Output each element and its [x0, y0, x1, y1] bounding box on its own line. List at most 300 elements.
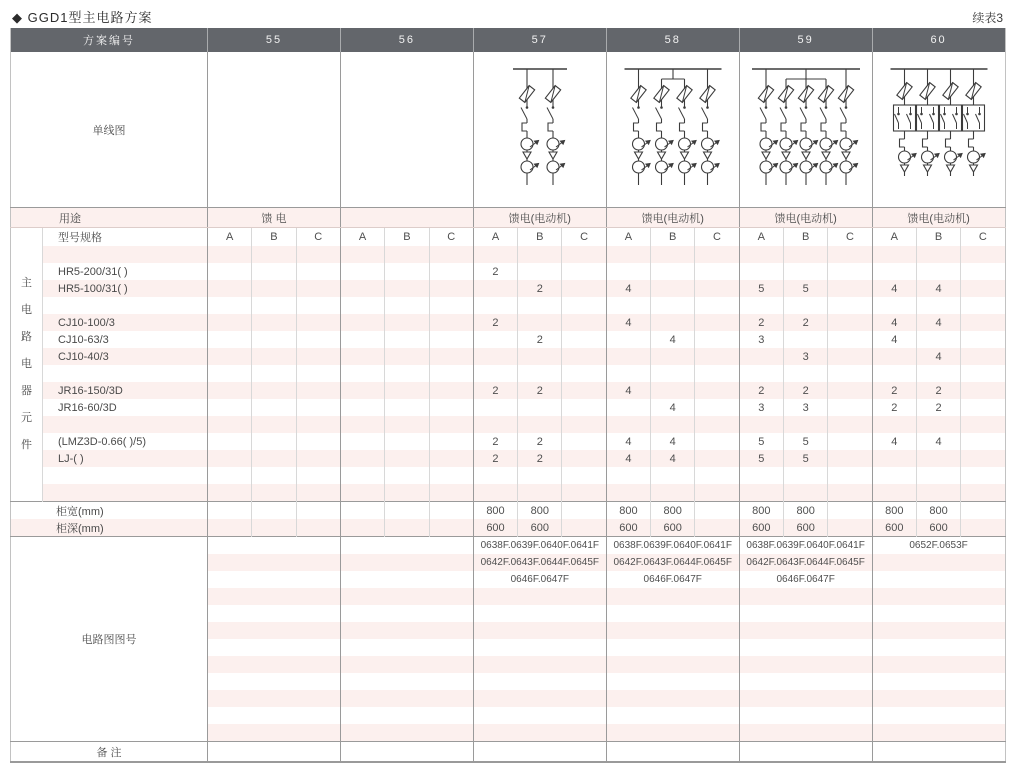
circuit-number-cell	[739, 605, 872, 622]
value-cell: 2	[518, 450, 562, 467]
value-cell	[385, 502, 429, 520]
single-line-diagram-58	[608, 55, 738, 205]
value-cell	[562, 416, 606, 433]
scheme-number-58: 58	[606, 28, 739, 52]
circuit-number-cell	[739, 724, 872, 742]
value-cell	[429, 399, 473, 416]
subcol-header-58C: C	[695, 228, 739, 247]
circuit-number-cell	[872, 554, 1005, 571]
value-cell	[562, 297, 606, 314]
value-cell	[695, 331, 739, 348]
value-cell	[606, 246, 650, 263]
value-cell	[872, 416, 916, 433]
value-cell	[429, 314, 473, 331]
value-cell: 4	[916, 314, 960, 331]
value-cell	[651, 382, 695, 399]
circuit-number-cell: 0652F.0653F	[872, 537, 1005, 555]
remarks-cell	[208, 742, 341, 763]
value-cell	[429, 365, 473, 382]
value-cell	[828, 433, 872, 450]
cabinet-depth-row	[11, 519, 1006, 537]
subcol-header-59A: A	[739, 228, 783, 247]
value-cell	[695, 416, 739, 433]
subcol-header-55C: C	[296, 228, 340, 247]
row-label: CJ10-40/3	[43, 348, 208, 365]
value-cell	[695, 433, 739, 450]
circuit-number-cell	[606, 673, 739, 690]
value-cell	[562, 331, 606, 348]
value-cell	[872, 484, 916, 502]
row-label: (LMZ3D-0.66( )/5)	[43, 433, 208, 450]
value-cell	[872, 467, 916, 484]
value-cell: 2	[783, 314, 827, 331]
circuit-number-cell	[872, 707, 1005, 724]
value-cell	[340, 450, 384, 467]
value-cell	[518, 297, 562, 314]
remarks-cell	[473, 742, 606, 763]
circuit-number-cell	[208, 622, 341, 639]
value-cell: 2	[872, 399, 916, 416]
value-cell	[208, 399, 252, 416]
circuit-number-cell	[340, 639, 473, 656]
value-cell	[296, 433, 340, 450]
value-cell	[961, 502, 1005, 520]
value-cell	[606, 263, 650, 280]
value-cell	[208, 246, 252, 263]
subcol-header-60A: A	[872, 228, 916, 247]
value-cell	[340, 399, 384, 416]
value-cell: 600	[473, 519, 517, 537]
value-cell	[340, 467, 384, 484]
value-cell	[208, 263, 252, 280]
value-cell	[208, 348, 252, 365]
value-cell: 600	[518, 519, 562, 537]
subcol-header-58B: B	[651, 228, 695, 247]
value-cell: 4	[606, 433, 650, 450]
value-cell	[828, 314, 872, 331]
circuit-number-cell: 0642F.0643F.0644F.0645F	[606, 554, 739, 571]
value-cell	[828, 246, 872, 263]
value-cell: 600	[606, 519, 650, 537]
page-title: ◆ GGD1型主电路方案	[12, 10, 153, 25]
value-cell	[872, 348, 916, 365]
value-cell	[296, 280, 340, 297]
scheme-header-row	[11, 28, 1006, 52]
value-cell: 4	[606, 314, 650, 331]
value-cell	[739, 365, 783, 382]
value-cell	[961, 280, 1005, 297]
value-cell	[296, 382, 340, 399]
value-cell	[961, 382, 1005, 399]
circuit-number-cell	[872, 571, 1005, 588]
subcol-header-55A: A	[208, 228, 252, 247]
remarks-row-label: 备 注	[11, 742, 208, 763]
subcol-header-57B: B	[518, 228, 562, 247]
value-cell: 5	[783, 280, 827, 297]
circuit-number-cell	[473, 673, 606, 690]
value-cell: 5	[783, 433, 827, 450]
subcol-header-60B: B	[916, 228, 960, 247]
value-cell	[208, 450, 252, 467]
value-cell	[828, 467, 872, 484]
value-cell	[695, 519, 739, 537]
value-cell	[385, 450, 429, 467]
cabinet-width-row-label: 柜宽(mm)	[11, 502, 208, 520]
value-cell	[208, 433, 252, 450]
value-cell	[340, 348, 384, 365]
circuit-number-cell	[208, 707, 341, 724]
scheme-number-56: 56	[340, 28, 473, 52]
component-row	[11, 450, 1006, 467]
value-cell: 5	[739, 450, 783, 467]
circuit-number-cell	[872, 690, 1005, 707]
value-cell: 3	[783, 399, 827, 416]
circuit-number-cell	[606, 622, 739, 639]
circuit-number-cell	[872, 673, 1005, 690]
value-cell	[385, 348, 429, 365]
value-cell	[872, 246, 916, 263]
circuit-number-cell	[872, 639, 1005, 656]
value-cell	[518, 263, 562, 280]
value-cell	[385, 263, 429, 280]
value-cell	[651, 263, 695, 280]
value-cell	[562, 399, 606, 416]
value-cell	[518, 246, 562, 263]
diagram-row-label: 单线图	[11, 52, 208, 208]
value-cell	[296, 263, 340, 280]
value-cell	[828, 382, 872, 399]
value-cell	[606, 365, 650, 382]
circuit-number-cell	[208, 537, 341, 555]
value-cell	[473, 399, 517, 416]
value-cell	[296, 348, 340, 365]
value-cell	[961, 246, 1005, 263]
value-cell: 600	[872, 519, 916, 537]
value-cell	[385, 519, 429, 537]
value-cell	[828, 365, 872, 382]
circuit-number-cell	[473, 707, 606, 724]
value-cell	[651, 348, 695, 365]
circuit-number-cell	[739, 588, 872, 605]
value-cell	[252, 348, 296, 365]
value-cell	[385, 280, 429, 297]
value-cell	[739, 246, 783, 263]
value-cell	[961, 519, 1005, 537]
value-cell	[296, 416, 340, 433]
circuit-number-cell	[340, 690, 473, 707]
circuit-number-cell	[606, 707, 739, 724]
value-cell	[429, 280, 473, 297]
value-cell	[340, 297, 384, 314]
value-cell	[695, 484, 739, 502]
circuit-number-cell	[208, 571, 341, 588]
value-cell	[473, 467, 517, 484]
value-cell: 800	[651, 502, 695, 520]
subcol-header-56A: A	[340, 228, 384, 247]
value-cell	[429, 484, 473, 502]
scheme-number-60: 60	[872, 28, 1005, 52]
value-cell	[340, 382, 384, 399]
value-cell	[252, 314, 296, 331]
circuit-number-cell	[606, 639, 739, 656]
value-cell	[252, 502, 296, 520]
value-cell	[340, 433, 384, 450]
circuit-number-cell	[606, 588, 739, 605]
value-cell	[695, 246, 739, 263]
value-cell	[252, 416, 296, 433]
value-cell	[385, 433, 429, 450]
value-cell	[473, 280, 517, 297]
value-cell	[340, 280, 384, 297]
value-cell	[208, 382, 252, 399]
remarks-cell	[606, 742, 739, 763]
circuit-number-cell: 0646F.0647F	[739, 571, 872, 588]
value-cell	[429, 297, 473, 314]
value-cell	[695, 502, 739, 520]
value-cell	[296, 331, 340, 348]
value-cell	[252, 382, 296, 399]
subcol-header-58A: A	[606, 228, 650, 247]
row-label	[43, 467, 208, 484]
value-cell: 800	[783, 502, 827, 520]
subcol-header-56C: C	[429, 228, 473, 247]
value-cell	[828, 280, 872, 297]
value-cell	[961, 467, 1005, 484]
component-row	[11, 314, 1006, 331]
value-cell	[473, 246, 517, 263]
value-cell	[518, 399, 562, 416]
value-cell	[252, 519, 296, 537]
value-cell: 2	[473, 433, 517, 450]
diagram-cell-57	[473, 52, 606, 208]
value-cell: 600	[783, 519, 827, 537]
value-cell	[916, 297, 960, 314]
value-cell	[252, 467, 296, 484]
value-cell	[961, 399, 1005, 416]
value-cell	[385, 382, 429, 399]
value-cell	[828, 263, 872, 280]
value-cell	[651, 297, 695, 314]
circuit-number-cell	[739, 690, 872, 707]
row-label	[43, 365, 208, 382]
value-cell	[340, 331, 384, 348]
circuit-number-cell	[473, 605, 606, 622]
circuit-number-cell	[340, 554, 473, 571]
value-cell	[340, 365, 384, 382]
value-cell	[562, 484, 606, 502]
circuit-number-cell	[208, 639, 341, 656]
value-cell: 2	[473, 263, 517, 280]
value-cell	[208, 484, 252, 502]
value-cell: 2	[916, 382, 960, 399]
circuit-number-cell	[872, 656, 1005, 673]
value-cell	[916, 263, 960, 280]
value-cell: 4	[651, 399, 695, 416]
value-cell	[872, 450, 916, 467]
usage-cell-56	[340, 208, 473, 228]
circuit-number-cell	[208, 724, 341, 742]
value-cell	[252, 484, 296, 502]
value-cell	[916, 246, 960, 263]
circuit-number-cell	[340, 724, 473, 742]
diagram-row	[11, 52, 1006, 208]
value-cell	[340, 314, 384, 331]
value-cell: 2	[518, 280, 562, 297]
value-cell	[916, 331, 960, 348]
spec-row	[11, 228, 1006, 247]
value-cell	[783, 297, 827, 314]
row-label	[43, 416, 208, 433]
component-row	[11, 331, 1006, 348]
value-cell	[340, 519, 384, 537]
table-body	[11, 52, 1006, 762]
value-cell	[385, 365, 429, 382]
row-label	[43, 484, 208, 502]
row-label: HR5-100/31( )	[43, 280, 208, 297]
value-cell	[429, 502, 473, 520]
value-cell	[385, 331, 429, 348]
circuit-number-cell	[473, 724, 606, 742]
value-cell	[385, 399, 429, 416]
scheme-table	[10, 28, 1006, 763]
diagram-cell-60	[872, 52, 1005, 208]
value-cell	[606, 467, 650, 484]
row-label: JR16-150/3D	[43, 382, 208, 399]
value-cell	[562, 246, 606, 263]
remarks-cell	[872, 742, 1005, 763]
usage-cell-60: 馈电(电动机)	[872, 208, 1005, 228]
component-row	[11, 246, 1006, 263]
component-row	[11, 280, 1006, 297]
circuit-number-cell: 0638F.0639F.0640F.0641F	[473, 537, 606, 555]
circuit-number-cell: 0646F.0647F	[473, 571, 606, 588]
components-group-label-text: 主 电 路 电 器 元 件	[21, 277, 32, 451]
value-cell	[783, 365, 827, 382]
usage-cell-57: 馈电(电动机)	[473, 208, 606, 228]
value-cell	[252, 399, 296, 416]
subcol-header-59C: C	[828, 228, 872, 247]
value-cell	[783, 416, 827, 433]
value-cell	[562, 467, 606, 484]
value-cell	[252, 365, 296, 382]
circuit-number-cell	[606, 605, 739, 622]
circuit-number-cell	[208, 554, 341, 571]
components-group-label	[11, 228, 43, 502]
value-cell	[296, 484, 340, 502]
value-cell	[429, 467, 473, 484]
circuit-number-cell	[473, 690, 606, 707]
value-cell	[429, 246, 473, 263]
remarks-cell	[739, 742, 872, 763]
circuit-number-cell: 0642F.0643F.0644F.0645F	[739, 554, 872, 571]
value-cell	[651, 314, 695, 331]
value-cell: 3	[739, 399, 783, 416]
value-cell	[961, 348, 1005, 365]
circuit-number-cell: 0638F.0639F.0640F.0641F	[606, 537, 739, 555]
subcol-header-57C: C	[562, 228, 606, 247]
value-cell: 4	[872, 331, 916, 348]
circuit-number-cell	[340, 707, 473, 724]
value-cell	[651, 416, 695, 433]
spec-row-label: 型号规格	[43, 228, 208, 247]
value-cell: 4	[916, 433, 960, 450]
value-cell: 2	[872, 382, 916, 399]
value-cell	[208, 314, 252, 331]
component-row	[11, 297, 1006, 314]
value-cell	[828, 416, 872, 433]
value-cell: 4	[872, 280, 916, 297]
value-cell: 4	[916, 280, 960, 297]
value-cell	[739, 348, 783, 365]
value-cell	[651, 484, 695, 502]
value-cell	[828, 484, 872, 502]
value-cell	[252, 450, 296, 467]
subcol-header-57A: A	[473, 228, 517, 247]
remarks-cell	[340, 742, 473, 763]
value-cell	[340, 484, 384, 502]
value-cell	[961, 263, 1005, 280]
value-cell	[518, 348, 562, 365]
row-label	[43, 297, 208, 314]
value-cell	[518, 365, 562, 382]
value-cell	[606, 399, 650, 416]
single-line-diagram-56	[342, 55, 472, 205]
value-cell: 5	[739, 280, 783, 297]
value-cell: 2	[518, 331, 562, 348]
value-cell	[783, 484, 827, 502]
usage-row-label: 用途	[11, 208, 208, 228]
circuit-number-cell	[208, 673, 341, 690]
value-cell: 4	[872, 314, 916, 331]
single-line-diagram-57	[475, 55, 605, 205]
value-cell	[296, 519, 340, 537]
value-cell: 2	[518, 382, 562, 399]
value-cell: 4	[916, 348, 960, 365]
value-cell	[739, 297, 783, 314]
value-cell: 3	[739, 331, 783, 348]
row-label: JR16-60/3D	[43, 399, 208, 416]
value-cell	[385, 246, 429, 263]
value-cell	[783, 467, 827, 484]
circuit-number-cell	[606, 724, 739, 742]
value-cell	[385, 467, 429, 484]
value-cell: 4	[651, 450, 695, 467]
value-cell	[252, 263, 296, 280]
value-cell	[961, 314, 1005, 331]
value-cell	[606, 416, 650, 433]
value-cell	[473, 348, 517, 365]
circuit-number-cell	[208, 588, 341, 605]
row-label: CJ10-63/3	[43, 331, 208, 348]
value-cell	[562, 433, 606, 450]
value-cell	[828, 502, 872, 520]
diagram-cell-58	[606, 52, 739, 208]
value-cell: 5	[783, 450, 827, 467]
continued-note: 续表3	[972, 11, 1003, 25]
usage-cell-58: 馈电(电动机)	[606, 208, 739, 228]
row-label: CJ10-100/3	[43, 314, 208, 331]
value-cell	[473, 484, 517, 502]
value-cell	[872, 263, 916, 280]
value-cell	[340, 502, 384, 520]
value-cell	[296, 246, 340, 263]
circuit-number-cell	[473, 656, 606, 673]
value-cell	[562, 382, 606, 399]
value-cell: 2	[473, 450, 517, 467]
row-label	[43, 246, 208, 263]
circuit-number-cell	[739, 707, 872, 724]
value-cell	[695, 280, 739, 297]
